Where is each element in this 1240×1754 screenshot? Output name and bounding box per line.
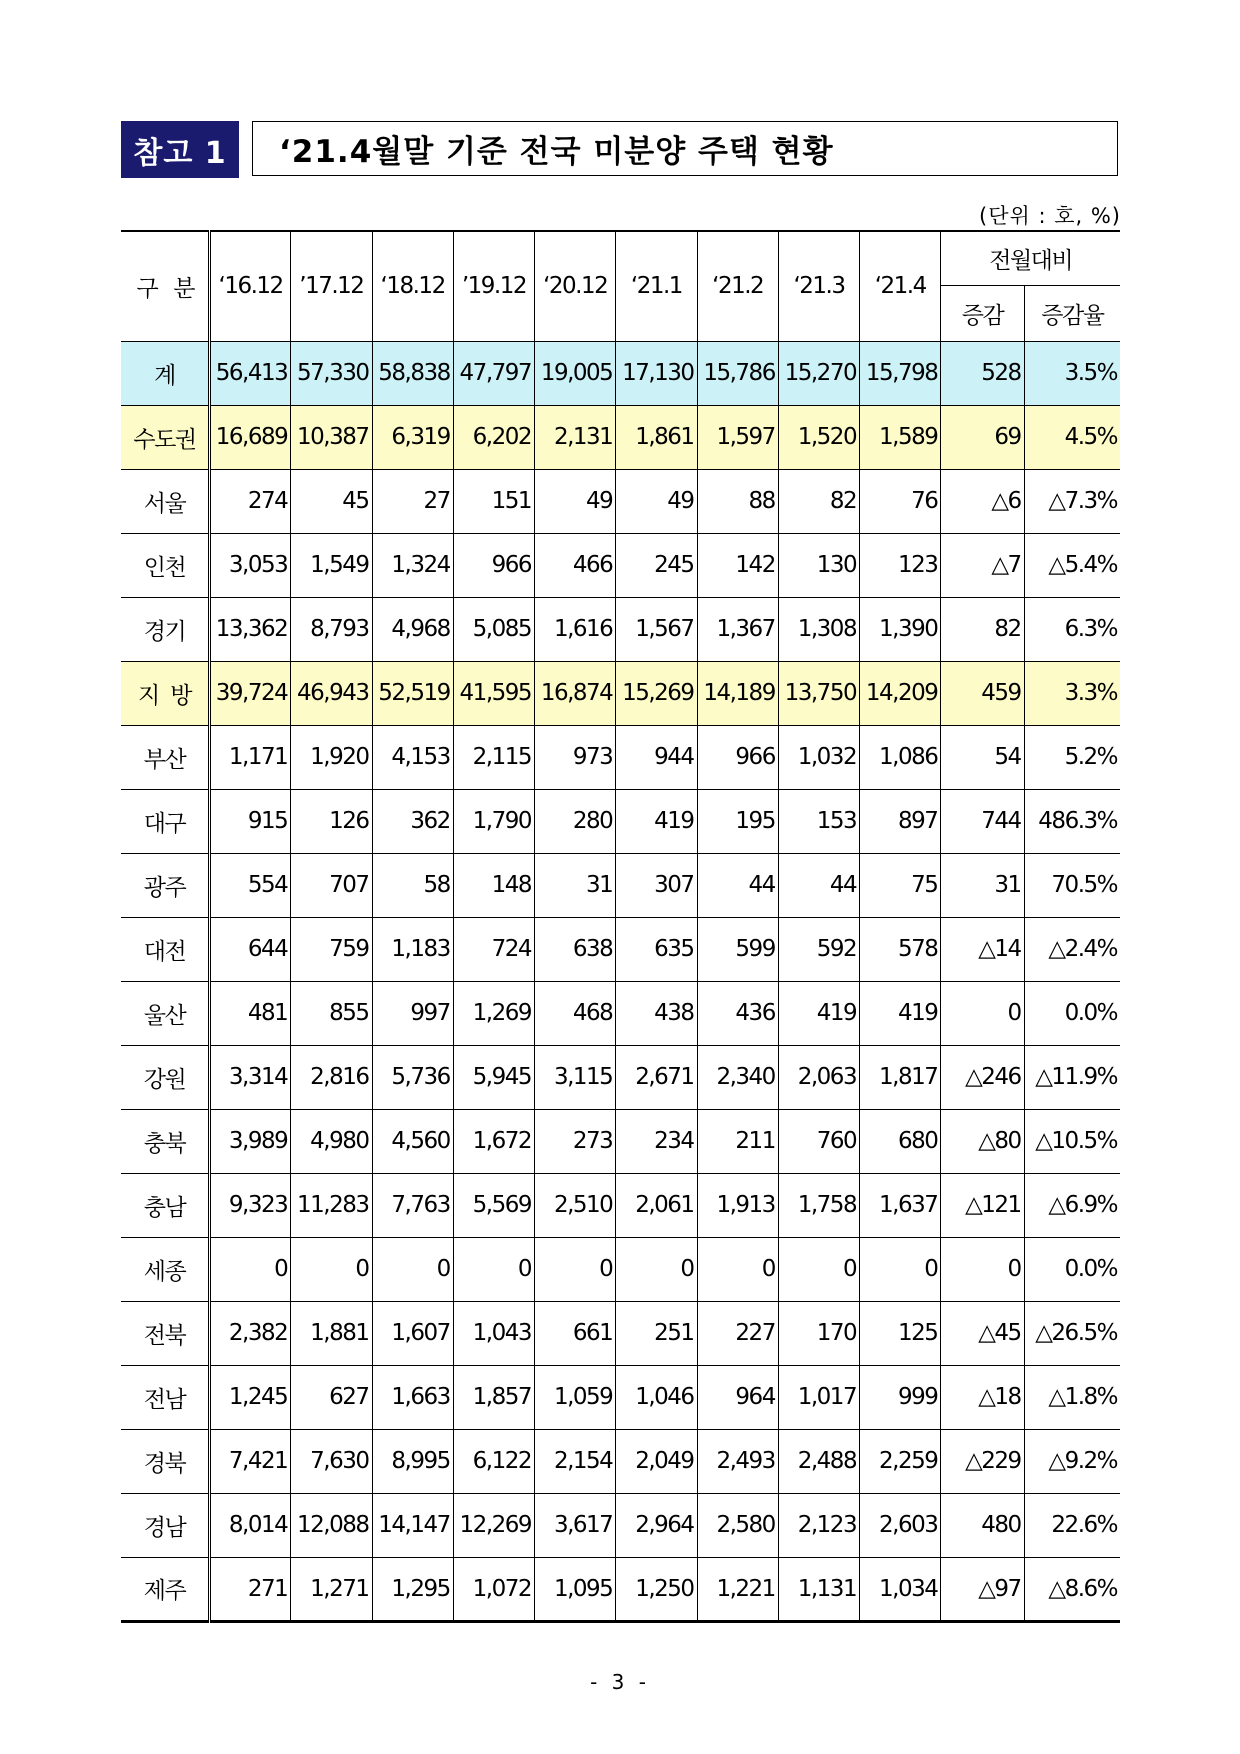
value-cell: 1,881	[291, 1301, 372, 1365]
value-cell: 280	[535, 789, 616, 853]
value-cell: 211	[697, 1109, 778, 1173]
rate-cell: 22.6%	[1024, 1493, 1120, 1557]
value-cell: 1,095	[535, 1557, 616, 1621]
table-row	[121, 469, 1120, 533]
table-row	[121, 533, 1120, 597]
section-header	[121, 121, 1121, 178]
value-cell: 148	[453, 853, 534, 917]
value-cell: 44	[778, 853, 859, 917]
change-cell: 528	[941, 341, 1024, 405]
table-row	[121, 1173, 1120, 1237]
region-cell: 세종	[121, 1237, 209, 1301]
table-row	[121, 405, 1120, 469]
value-cell: 5,736	[372, 1045, 453, 1109]
region-cell: 인천	[121, 533, 209, 597]
value-cell: 14,189	[697, 661, 778, 725]
value-cell: 599	[697, 917, 778, 981]
change-cell: △121	[941, 1173, 1024, 1237]
value-cell: 1,086	[860, 725, 941, 789]
value-cell: 1,567	[616, 597, 697, 661]
category-header	[121, 231, 209, 341]
value-cell: 15,786	[697, 341, 778, 405]
value-cell: 1,269	[453, 981, 534, 1045]
rate-cell: △5.4%	[1024, 533, 1120, 597]
value-cell: 999	[860, 1365, 941, 1429]
region-cell: 대전	[121, 917, 209, 981]
table-row	[121, 1493, 1120, 1557]
table-row	[121, 1109, 1120, 1173]
value-cell: 1,131	[778, 1557, 859, 1621]
value-cell: 1,857	[453, 1365, 534, 1429]
table-row	[121, 917, 1120, 981]
region-cell: 전북	[121, 1301, 209, 1365]
change-cell: 69	[941, 405, 1024, 469]
value-cell: 419	[778, 981, 859, 1045]
value-cell: 7,630	[291, 1429, 372, 1493]
rate-cell: 3.3%	[1024, 661, 1120, 725]
region-cell: 경남	[121, 1493, 209, 1557]
value-cell: 245	[616, 533, 697, 597]
value-cell: 1,390	[860, 597, 941, 661]
rate-cell: 3.5%	[1024, 341, 1120, 405]
value-cell: 973	[535, 725, 616, 789]
region-cell: 울산	[121, 981, 209, 1045]
value-cell: 15,269	[616, 661, 697, 725]
value-cell: 195	[697, 789, 778, 853]
value-cell: 47,797	[453, 341, 534, 405]
value-cell: 7,763	[372, 1173, 453, 1237]
value-cell: 3,314	[209, 1045, 290, 1109]
value-cell: 82	[778, 469, 859, 533]
value-cell: 2,061	[616, 1173, 697, 1237]
value-cell: 6,319	[372, 405, 453, 469]
value-cell: 419	[616, 789, 697, 853]
region-cell: 전남	[121, 1365, 209, 1429]
value-cell: 1,324	[372, 533, 453, 597]
value-cell: 49	[616, 469, 697, 533]
month-header: ‘21.1	[616, 231, 697, 341]
value-cell: 9,323	[209, 1173, 290, 1237]
value-cell: 1,046	[616, 1365, 697, 1429]
value-cell: 123	[860, 533, 941, 597]
value-cell: 27	[372, 469, 453, 533]
value-cell: 10,387	[291, 405, 372, 469]
value-cell: 56,413	[209, 341, 290, 405]
value-cell: 966	[697, 725, 778, 789]
table-row	[121, 341, 1120, 405]
value-cell: 1,271	[291, 1557, 372, 1621]
value-cell: 466	[535, 533, 616, 597]
value-cell: 151	[453, 469, 534, 533]
value-cell: 1,043	[453, 1301, 534, 1365]
value-cell: 2,259	[860, 1429, 941, 1493]
change-cell: △45	[941, 1301, 1024, 1365]
value-cell: 3,989	[209, 1109, 290, 1173]
value-cell: 39,724	[209, 661, 290, 725]
value-cell: 4,153	[372, 725, 453, 789]
value-cell: 15,270	[778, 341, 859, 405]
value-cell: 592	[778, 917, 859, 981]
region-cell: 광주	[121, 853, 209, 917]
table-row	[121, 981, 1120, 1045]
value-cell: 2,580	[697, 1493, 778, 1557]
change-cell: 480	[941, 1493, 1024, 1557]
value-cell: 2,816	[291, 1045, 372, 1109]
value-cell: 5,085	[453, 597, 534, 661]
value-cell: 49	[535, 469, 616, 533]
table-row	[121, 1237, 1120, 1301]
value-cell: 2,671	[616, 1045, 697, 1109]
value-cell: 271	[209, 1557, 290, 1621]
value-cell: 0	[453, 1237, 534, 1301]
value-cell: 627	[291, 1365, 372, 1429]
region-cell: 지 방	[121, 661, 209, 725]
value-cell: 227	[697, 1301, 778, 1365]
value-cell: 2,340	[697, 1045, 778, 1109]
value-cell: 1,171	[209, 725, 290, 789]
value-cell: 273	[535, 1109, 616, 1173]
value-cell: 554	[209, 853, 290, 917]
value-cell: 2,488	[778, 1429, 859, 1493]
table-row	[121, 1365, 1120, 1429]
value-cell: 362	[372, 789, 453, 853]
rate-cell: △10.5%	[1024, 1109, 1120, 1173]
value-cell: 481	[209, 981, 290, 1045]
value-cell: 1,637	[860, 1173, 941, 1237]
value-cell: 1,758	[778, 1173, 859, 1237]
rate-header: 증감율	[1024, 285, 1120, 341]
value-cell: 6,202	[453, 405, 534, 469]
rate-cell: 0.0%	[1024, 1237, 1120, 1301]
value-cell: 1,367	[697, 597, 778, 661]
value-cell: 12,088	[291, 1493, 372, 1557]
region-cell: 충북	[121, 1109, 209, 1173]
value-cell: 4,968	[372, 597, 453, 661]
region-cell: 경북	[121, 1429, 209, 1493]
rate-cell: 6.3%	[1024, 597, 1120, 661]
month-header: ‘18.12	[372, 231, 453, 341]
value-cell: 680	[860, 1109, 941, 1173]
value-cell: 2,493	[697, 1429, 778, 1493]
value-cell: 57,330	[291, 341, 372, 405]
value-cell: 1,663	[372, 1365, 453, 1429]
table-row	[121, 1557, 1120, 1621]
value-cell: 3,115	[535, 1045, 616, 1109]
value-cell: 759	[291, 917, 372, 981]
value-cell: 0	[291, 1237, 372, 1301]
page-title: ‘21.4월말 기준 전국 미분양 주택 현황	[252, 121, 1118, 176]
value-cell: 436	[697, 981, 778, 1045]
rate-cell: △26.5%	[1024, 1301, 1120, 1365]
region-cell: 충남	[121, 1173, 209, 1237]
table-row	[121, 1301, 1120, 1365]
value-cell: 897	[860, 789, 941, 853]
value-cell: 468	[535, 981, 616, 1045]
change-cell: △246	[941, 1045, 1024, 1109]
value-cell: 8,793	[291, 597, 372, 661]
value-cell: 19,005	[535, 341, 616, 405]
rate-cell: △6.9%	[1024, 1173, 1120, 1237]
value-cell: 1,295	[372, 1557, 453, 1621]
value-cell: 13,362	[209, 597, 290, 661]
value-cell: 3,053	[209, 533, 290, 597]
region-cell: 수도권	[121, 405, 209, 469]
value-cell: 46,943	[291, 661, 372, 725]
value-cell: 997	[372, 981, 453, 1045]
value-cell: 1,308	[778, 597, 859, 661]
unsold-housing-table	[121, 230, 1120, 1623]
value-cell: 251	[616, 1301, 697, 1365]
change-cell: 459	[941, 661, 1024, 725]
value-cell: 11,283	[291, 1173, 372, 1237]
month-header: ‘21.2	[697, 231, 778, 341]
value-cell: 44	[697, 853, 778, 917]
region-cell: 계	[121, 341, 209, 405]
value-cell: 1,672	[453, 1109, 534, 1173]
value-cell: 0	[616, 1237, 697, 1301]
value-cell: 45	[291, 469, 372, 533]
table-header	[121, 231, 1120, 341]
change-cell: 31	[941, 853, 1024, 917]
table-row	[121, 725, 1120, 789]
table-row	[121, 661, 1120, 725]
value-cell: 16,874	[535, 661, 616, 725]
change-cell: 0	[941, 981, 1024, 1045]
value-cell: 1,250	[616, 1557, 697, 1621]
change-cell: 54	[941, 725, 1024, 789]
value-cell: 1,607	[372, 1301, 453, 1365]
value-cell: 2,063	[778, 1045, 859, 1109]
value-cell: 1,059	[535, 1365, 616, 1429]
value-cell: 58,838	[372, 341, 453, 405]
value-cell: 126	[291, 789, 372, 853]
value-cell: 2,131	[535, 405, 616, 469]
value-cell: 1,817	[860, 1045, 941, 1109]
value-cell: 0	[697, 1237, 778, 1301]
value-cell: 234	[616, 1109, 697, 1173]
value-cell: 3,617	[535, 1493, 616, 1557]
value-cell: 419	[860, 981, 941, 1045]
value-cell: 0	[535, 1237, 616, 1301]
value-cell: 661	[535, 1301, 616, 1365]
value-cell: 15,798	[860, 341, 941, 405]
value-cell: 2,510	[535, 1173, 616, 1237]
value-cell: 0	[860, 1237, 941, 1301]
value-cell: 1,549	[291, 533, 372, 597]
value-cell: 0	[209, 1237, 290, 1301]
value-cell: 1,790	[453, 789, 534, 853]
value-cell: 0	[372, 1237, 453, 1301]
value-cell: 5,945	[453, 1045, 534, 1109]
compare-header: 전월대비	[941, 231, 1120, 285]
value-cell: 1,920	[291, 725, 372, 789]
value-cell: 2,123	[778, 1493, 859, 1557]
value-cell: 966	[453, 533, 534, 597]
change-cell: △6	[941, 469, 1024, 533]
value-cell: 4,980	[291, 1109, 372, 1173]
value-cell: 8,014	[209, 1493, 290, 1557]
month-header: ’17.12	[291, 231, 372, 341]
value-cell: 2,382	[209, 1301, 290, 1365]
rate-cell: △2.4%	[1024, 917, 1120, 981]
region-cell: 경기	[121, 597, 209, 661]
value-cell: 944	[616, 725, 697, 789]
value-cell: 6,122	[453, 1429, 534, 1493]
value-cell: 855	[291, 981, 372, 1045]
change-cell: △14	[941, 917, 1024, 981]
change-cell: 82	[941, 597, 1024, 661]
value-cell: 14,209	[860, 661, 941, 725]
change-cell: 0	[941, 1237, 1024, 1301]
region-cell: 강원	[121, 1045, 209, 1109]
value-cell: 2,049	[616, 1429, 697, 1493]
value-cell: 2,603	[860, 1493, 941, 1557]
value-cell: 52,519	[372, 661, 453, 725]
rate-cell: △7.3%	[1024, 469, 1120, 533]
month-header: ‘20.12	[535, 231, 616, 341]
table-row	[121, 789, 1120, 853]
value-cell: 1,072	[453, 1557, 534, 1621]
region-cell: 제주	[121, 1557, 209, 1621]
value-cell: 638	[535, 917, 616, 981]
value-cell: 1,861	[616, 405, 697, 469]
unit-note: (단위 : 호, %)	[979, 204, 1121, 228]
value-cell: 2,154	[535, 1429, 616, 1493]
month-header: ’19.12	[453, 231, 534, 341]
value-cell: 915	[209, 789, 290, 853]
value-cell: 1,183	[372, 917, 453, 981]
value-cell: 307	[616, 853, 697, 917]
value-cell: 1,913	[697, 1173, 778, 1237]
change-cell: △97	[941, 1557, 1024, 1621]
rate-cell: 4.5%	[1024, 405, 1120, 469]
region-cell: 부산	[121, 725, 209, 789]
value-cell: 13,750	[778, 661, 859, 725]
value-cell: 12,269	[453, 1493, 534, 1557]
rate-cell: △11.9%	[1024, 1045, 1120, 1109]
value-cell: 578	[860, 917, 941, 981]
table-row	[121, 597, 1120, 661]
value-cell: 707	[291, 853, 372, 917]
value-cell: 75	[860, 853, 941, 917]
value-cell: 644	[209, 917, 290, 981]
rate-cell: △9.2%	[1024, 1429, 1120, 1493]
change-header: 증감	[941, 285, 1024, 341]
value-cell: 31	[535, 853, 616, 917]
rate-cell: △1.8%	[1024, 1365, 1120, 1429]
value-cell: 964	[697, 1365, 778, 1429]
table-body	[121, 341, 1120, 1621]
change-cell: △229	[941, 1429, 1024, 1493]
page-number: - 3 -	[590, 1670, 650, 1694]
rate-cell: △8.6%	[1024, 1557, 1120, 1621]
value-cell: 5,569	[453, 1173, 534, 1237]
value-cell: 1,597	[697, 405, 778, 469]
value-cell: 635	[616, 917, 697, 981]
value-cell: 438	[616, 981, 697, 1045]
value-cell: 142	[697, 533, 778, 597]
region-cell: 서울	[121, 469, 209, 533]
value-cell: 14,147	[372, 1493, 453, 1557]
value-cell: 170	[778, 1301, 859, 1365]
value-cell: 1,616	[535, 597, 616, 661]
value-cell: 7,421	[209, 1429, 290, 1493]
value-cell: 1,221	[697, 1557, 778, 1621]
reference-badge: 참고 1	[121, 121, 239, 178]
category-header-label: 구 분	[136, 275, 196, 302]
change-cell: △80	[941, 1109, 1024, 1173]
change-cell: 744	[941, 789, 1024, 853]
change-cell: △7	[941, 533, 1024, 597]
value-cell: 153	[778, 789, 859, 853]
value-cell: 1,589	[860, 405, 941, 469]
month-header: ‘16.12	[209, 231, 290, 341]
value-cell: 125	[860, 1301, 941, 1365]
rate-cell: 5.2%	[1024, 725, 1120, 789]
value-cell: 4,560	[372, 1109, 453, 1173]
value-cell: 130	[778, 533, 859, 597]
value-cell: 274	[209, 469, 290, 533]
rate-cell: 0.0%	[1024, 981, 1120, 1045]
month-header: ‘21.4	[860, 231, 941, 341]
rate-cell: 486.3%	[1024, 789, 1120, 853]
value-cell: 1,017	[778, 1365, 859, 1429]
value-cell: 41,595	[453, 661, 534, 725]
table-row	[121, 853, 1120, 917]
value-cell: 88	[697, 469, 778, 533]
value-cell: 760	[778, 1109, 859, 1173]
value-cell: 1,520	[778, 405, 859, 469]
value-cell: 58	[372, 853, 453, 917]
value-cell: 1,034	[860, 1557, 941, 1621]
value-cell: 2,115	[453, 725, 534, 789]
table-row	[121, 1045, 1120, 1109]
month-header: ‘21.3	[778, 231, 859, 341]
value-cell: 8,995	[372, 1429, 453, 1493]
value-cell: 0	[778, 1237, 859, 1301]
table-row	[121, 1429, 1120, 1493]
region-cell: 대구	[121, 789, 209, 853]
change-cell: △18	[941, 1365, 1024, 1429]
rate-cell: 70.5%	[1024, 853, 1120, 917]
value-cell: 724	[453, 917, 534, 981]
value-cell: 1,032	[778, 725, 859, 789]
value-cell: 16,689	[209, 405, 290, 469]
value-cell: 17,130	[616, 341, 697, 405]
value-cell: 2,964	[616, 1493, 697, 1557]
value-cell: 76	[860, 469, 941, 533]
value-cell: 1,245	[209, 1365, 290, 1429]
